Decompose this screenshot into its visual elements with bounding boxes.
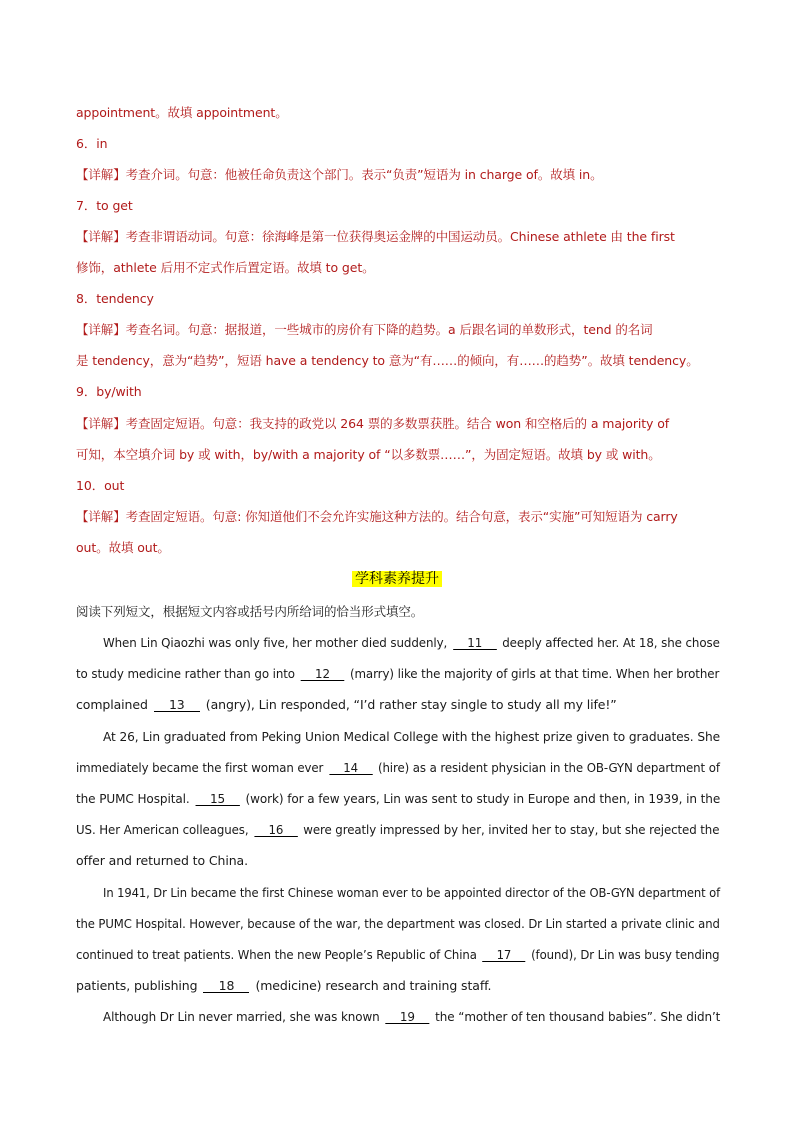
passage-line bbox=[76, 791, 721, 807]
passage-text: immediately became the first woman ever bbox=[76, 760, 324, 775]
answer-9-detail-cont: 可知，本空填介词 by 或 with，by/with a majority of “以多数票……”，为固定短语。故填 by 或 with。 bbox=[76, 447, 661, 462]
detail-text: 考查非谓语动词。句意：徐海峰是第一位获得奥运金牌的中国运动员。Chinese athlete 由 the first bbox=[125, 229, 675, 244]
passage-line bbox=[76, 760, 720, 776]
passage-text: (angry), Lin responded, “I’d rather stay single to study all my life!” bbox=[205, 697, 617, 712]
answer-6-heading: 6．in bbox=[76, 136, 108, 151]
detail-tag: 【详解】 bbox=[76, 416, 126, 431]
passage-text: deeply affected her. At 18, she chose bbox=[502, 635, 720, 650]
passage-text: the PUMC Hospital. bbox=[76, 791, 190, 806]
answer-10-detail-cont: out。故填 out。 bbox=[76, 540, 170, 555]
answer-8-detail-cont: 是 tendency，意为“趋势”，短语 have a tendency to 意为“有……的倾向，有……的趋势”。故填 tendency。 bbox=[76, 353, 699, 368]
passage-text: When Lin Qiaozhi was only five, her mother died suddenly, bbox=[103, 635, 448, 650]
passage-text: patients, publishing bbox=[76, 978, 198, 993]
blank-19: 19 bbox=[385, 1010, 429, 1024]
blank-14: 14 bbox=[329, 761, 372, 775]
passage-text: (hire) as a resident physician in the OB-GYN department of bbox=[377, 760, 720, 775]
blank-11: 11 bbox=[453, 636, 497, 650]
blank-17: 17 bbox=[482, 948, 525, 962]
passage-text: (work) for a few years, Lin was sent to study in Europe and then, in 1939, in the bbox=[245, 791, 721, 806]
answer-8-heading: 8．tendency bbox=[76, 291, 154, 306]
passage-line bbox=[76, 978, 720, 994]
passage-text: US. Her American colleagues, bbox=[76, 822, 249, 837]
answer-9-detail bbox=[76, 416, 720, 432]
blank-18: 18 bbox=[203, 979, 249, 993]
blank-12: 12 bbox=[301, 667, 345, 681]
detail-tag: 【详解】 bbox=[76, 322, 126, 337]
answer-6-detail bbox=[76, 167, 720, 183]
detail-text: 考查固定短语。句意：我支持的政党以 264 票的多数票获胜。结合 won 和空格后的 a majority of bbox=[125, 416, 670, 431]
passage-text: (medicine) research and training staff. bbox=[255, 978, 492, 993]
passage-text: (marry) like the majority of girls at that time. When her brother bbox=[349, 666, 720, 681]
passage-line bbox=[103, 635, 720, 651]
answer-9-heading: 9．by/with bbox=[76, 384, 142, 399]
passage-line: offer and returned to China. bbox=[76, 853, 248, 868]
blank-15: 15 bbox=[195, 792, 239, 806]
detail-text: 考查名词。句意：据报道，一些城市的房价有下降的趋势。a 后跟名词的单数形式，tend 的名词 bbox=[125, 322, 653, 337]
detail-tag: 【详解】 bbox=[76, 509, 126, 524]
instruction: 阅读下列短文，根据短文内容或括号内所给词的恰当形式填空。 bbox=[76, 604, 424, 619]
answer-7-heading: 7．to get bbox=[76, 198, 133, 213]
answer-8-detail bbox=[76, 322, 720, 338]
answer-10-heading: 10．out bbox=[76, 478, 125, 493]
passage-line bbox=[76, 697, 720, 713]
passage-text: complained bbox=[76, 697, 148, 712]
passage-text: (found), Dr Lin was busy tending bbox=[531, 947, 720, 962]
blank-16: 16 bbox=[254, 823, 297, 837]
passage-line: the PUMC Hospital. However, because of the war, the department was closed. Dr Lin started a private clinic and bbox=[76, 916, 720, 931]
passage-text: Although Dr Lin never married, she was known bbox=[103, 1009, 380, 1024]
detail-tag: 【详解】 bbox=[76, 167, 126, 182]
answer-10-detail bbox=[76, 509, 720, 525]
detail-text: 考查介词。句意：他被任命负责这个部门。表示“负责”短语为 in charge of。故填 in。 bbox=[125, 167, 603, 182]
passage-text: were greatly impressed by her, invited her to stay, but she rejected the bbox=[303, 822, 720, 837]
passage-line bbox=[76, 822, 720, 838]
detail-text: 考查固定短语。句意: 你知道他们不会允许实施这种方法的。结合句意，表示“实施”可知短语为 carry bbox=[125, 509, 678, 524]
passage-text: continued to treat patients. When the new People’s Republic of China bbox=[76, 947, 477, 962]
answer-7-detail bbox=[76, 229, 720, 245]
passage-text: to study medicine rather than go into bbox=[76, 666, 295, 681]
passage-line: At 26, Lin graduated from Peking Union Medical College with the highest prize given to graduates. She bbox=[103, 729, 721, 744]
section-title bbox=[0, 570, 794, 588]
passage-line: In 1941, Dr Lin became the first Chinese woman ever to be appointed director of the OB-GYN department of bbox=[103, 885, 721, 900]
passage-text: the “mother of ten thousand babies”. She didn’t bbox=[435, 1009, 721, 1024]
blank-13: 13 bbox=[154, 698, 200, 712]
detail-tag: 【详解】 bbox=[76, 229, 126, 244]
passage-line bbox=[103, 1009, 721, 1025]
section-title-text: 学科素养提升 bbox=[352, 571, 442, 587]
passage-line bbox=[76, 666, 720, 682]
passage-line bbox=[76, 947, 720, 963]
answer-7-detail-cont: 修饰，athlete 后用不定式作后置定语。故填 to get。 bbox=[76, 260, 375, 275]
answer-line: appointment。故填 appointment。 bbox=[76, 105, 288, 120]
